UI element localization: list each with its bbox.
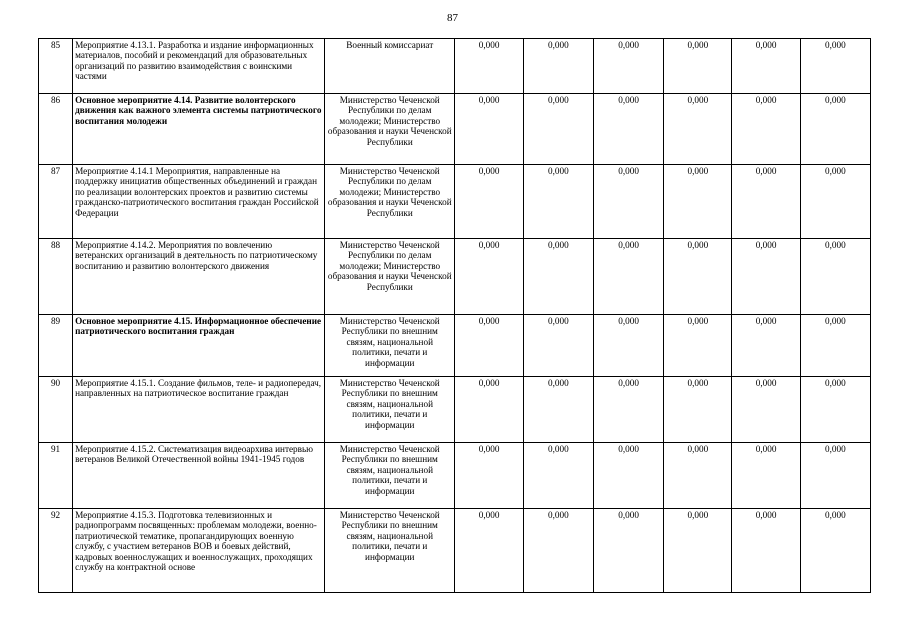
row-measure-name: Мероприятие 4.15.2. Систематизация видеоархива интервью ветеранов Великой Отечественной войны 1941-1945 годов bbox=[73, 443, 325, 509]
row-value: 0,000 bbox=[455, 443, 523, 509]
row-number: 85 bbox=[39, 39, 73, 94]
row-value: 0,000 bbox=[800, 39, 870, 94]
row-value: 0,000 bbox=[800, 443, 870, 509]
page-number: 87 bbox=[447, 12, 458, 24]
row-executor: Министерство Чеченской Республики по делам молодежи; Министерство образования и науки Чеченской Республики bbox=[325, 94, 455, 165]
row-value: 0,000 bbox=[593, 509, 663, 593]
row-value: 0,000 bbox=[664, 39, 732, 94]
row-value: 0,000 bbox=[800, 377, 870, 443]
row-value: 0,000 bbox=[732, 39, 800, 94]
row-executor: Министерство Чеченской Республики по делам молодежи; Министерство образования и науки Чеченской Республики bbox=[325, 239, 455, 315]
program-table bbox=[38, 38, 871, 593]
row-executor: Министерство Чеченской Республики по делам молодежи; Министерство образования и науки Чеченской Республики bbox=[325, 165, 455, 239]
row-value: 0,000 bbox=[664, 165, 732, 239]
table-row bbox=[39, 239, 871, 315]
table-row bbox=[39, 165, 871, 239]
row-value: 0,000 bbox=[800, 239, 870, 315]
row-value: 0,000 bbox=[455, 94, 523, 165]
row-number: 87 bbox=[39, 165, 73, 239]
row-value: 0,000 bbox=[455, 39, 523, 94]
row-value: 0,000 bbox=[732, 443, 800, 509]
row-value: 0,000 bbox=[800, 165, 870, 239]
row-value: 0,000 bbox=[593, 94, 663, 165]
table-row bbox=[39, 443, 871, 509]
row-number: 86 bbox=[39, 94, 73, 165]
table-row bbox=[39, 509, 871, 593]
row-value: 0,000 bbox=[732, 315, 800, 377]
table-row bbox=[39, 94, 871, 165]
table-row bbox=[39, 39, 871, 94]
row-value: 0,000 bbox=[732, 509, 800, 593]
row-number: 89 bbox=[39, 315, 73, 377]
table-body bbox=[39, 39, 871, 593]
row-value: 0,000 bbox=[664, 239, 732, 315]
row-measure-name: Мероприятие 4.13.1. Разработка и издание информационных материалов, пособий и рекомендаций для образовательных организаций по развитию взаимодействия с воинскими частями bbox=[73, 39, 325, 94]
row-number: 92 bbox=[39, 509, 73, 593]
row-value: 0,000 bbox=[593, 377, 663, 443]
row-value: 0,000 bbox=[455, 165, 523, 239]
row-value: 0,000 bbox=[732, 239, 800, 315]
row-value: 0,000 bbox=[593, 165, 663, 239]
row-value: 0,000 bbox=[523, 165, 593, 239]
row-measure-name: Основное мероприятие 4.14. Развитие волонтерского движения как важного элемента системы патриотического воспитания молодежи bbox=[73, 94, 325, 165]
row-value: 0,000 bbox=[732, 377, 800, 443]
row-value: 0,000 bbox=[593, 39, 663, 94]
row-value: 0,000 bbox=[593, 239, 663, 315]
row-executor: Министерство Чеченской Республики по внешним связям, национальной политики, печати и информации bbox=[325, 443, 455, 509]
row-number: 91 bbox=[39, 443, 73, 509]
row-value: 0,000 bbox=[523, 509, 593, 593]
row-executor: Министерство Чеченской Республики по внешним связям, национальной политики, печати и информации bbox=[325, 315, 455, 377]
row-measure-name: Мероприятие 4.14.1 Мероприятия, направленные на поддержку инициатив общественных объединений и граждан по реализации волонтерских проектов и развитию системы гражданско-патриотического воспитания граждан Российской Федерации bbox=[73, 165, 325, 239]
row-value: 0,000 bbox=[664, 315, 732, 377]
row-measure-name: Основное мероприятие 4.15. Информационное обеспечение патриотического воспитания граждан bbox=[73, 315, 325, 377]
row-value: 0,000 bbox=[455, 239, 523, 315]
row-value: 0,000 bbox=[593, 443, 663, 509]
row-value: 0,000 bbox=[732, 165, 800, 239]
row-value: 0,000 bbox=[455, 509, 523, 593]
row-value: 0,000 bbox=[664, 377, 732, 443]
row-value: 0,000 bbox=[664, 443, 732, 509]
row-value: 0,000 bbox=[800, 509, 870, 593]
row-value: 0,000 bbox=[664, 509, 732, 593]
row-number: 90 bbox=[39, 377, 73, 443]
row-value: 0,000 bbox=[664, 94, 732, 165]
row-value: 0,000 bbox=[800, 94, 870, 165]
row-value: 0,000 bbox=[523, 443, 593, 509]
row-executor: Министерство Чеченской Республики по внешним связям, национальной политики, печати и информации bbox=[325, 509, 455, 593]
row-value: 0,000 bbox=[455, 377, 523, 443]
row-value: 0,000 bbox=[523, 39, 593, 94]
table-row bbox=[39, 315, 871, 377]
row-measure-name: Мероприятие 4.15.3. Подготовка телевизионных и радиопрограмм посвященных: проблемам молодежи, военно-патриотической тематике, пропагандирующих военную службу, с участием ветеранов ВОВ и боевых действий, кадровых военнослужащих и военнослужащих, проходящих службу на контрактной основе bbox=[73, 509, 325, 593]
row-measure-name: Мероприятие 4.15.1. Создание фильмов, теле- и радиопередач, направленных на патриотическое воспитание граждан bbox=[73, 377, 325, 443]
row-number: 88 bbox=[39, 239, 73, 315]
table-row bbox=[39, 377, 871, 443]
row-value: 0,000 bbox=[732, 94, 800, 165]
row-value: 0,000 bbox=[523, 239, 593, 315]
row-measure-name: Мероприятие 4.14.2. Мероприятия по вовлечению ветеранских организаций в деятельность по патриотическому воспитанию и развитию волонтерского движения bbox=[73, 239, 325, 315]
row-executor: Министерство Чеченской Республики по внешним связям, национальной политики, печати и информации bbox=[325, 377, 455, 443]
row-value: 0,000 bbox=[593, 315, 663, 377]
row-value: 0,000 bbox=[800, 315, 870, 377]
row-value: 0,000 bbox=[523, 94, 593, 165]
row-value: 0,000 bbox=[523, 315, 593, 377]
row-value: 0,000 bbox=[523, 377, 593, 443]
row-value: 0,000 bbox=[455, 315, 523, 377]
row-executor: Военный комиссариат bbox=[325, 39, 455, 94]
